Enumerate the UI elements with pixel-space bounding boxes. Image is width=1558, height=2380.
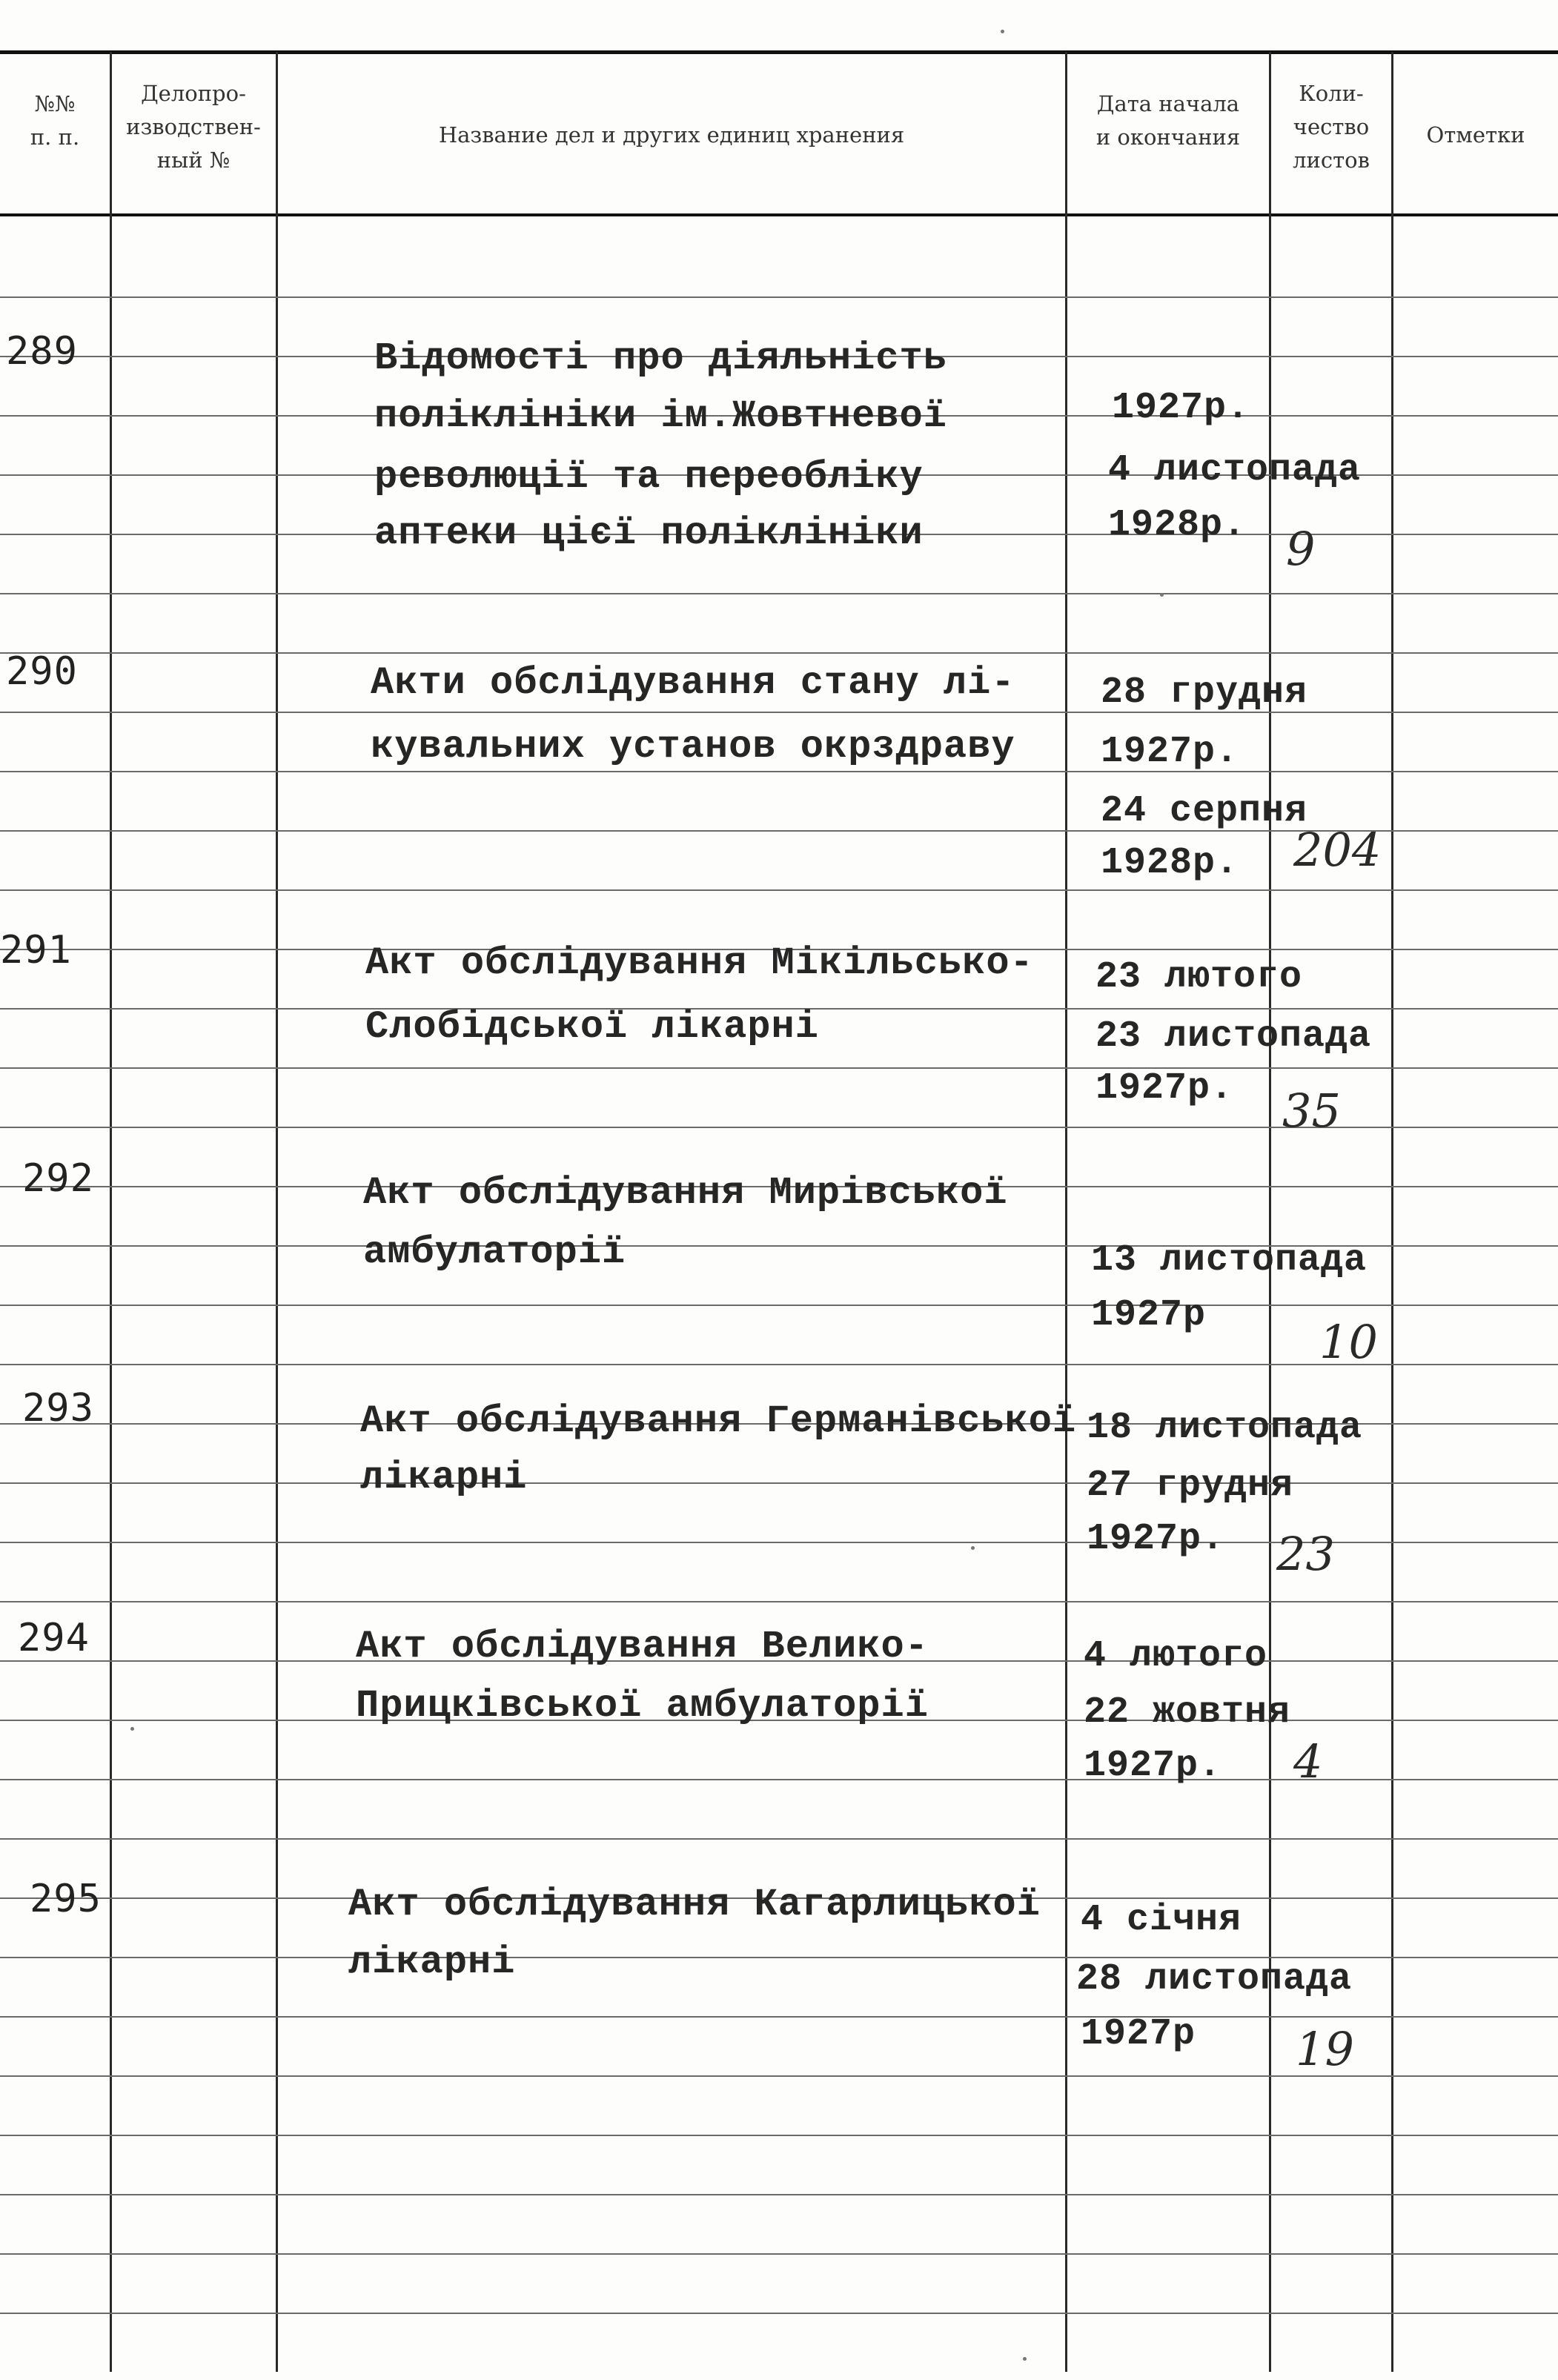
entry-date-line: 1927р. — [1101, 731, 1239, 773]
entry-date-line: 23 листопада — [1095, 1015, 1372, 1058]
header-number: №№ п. п. — [30, 91, 80, 150]
entry-title-line: революції та переобліку — [374, 455, 924, 499]
entry-date-line: 1927р. — [1084, 1745, 1222, 1787]
handwritten-sheet-count: 9 — [1286, 522, 1316, 576]
ruled-line — [0, 2253, 1558, 2255]
ruled-line — [0, 296, 1558, 298]
entry-date-line: 28 листопада — [1076, 1958, 1353, 2001]
ruled-line — [0, 889, 1558, 891]
entry-title-line: лікарні — [348, 1940, 516, 1984]
entry-date-line: 4 лютого — [1084, 1635, 1268, 1677]
entry-date-line: 1927р. — [1112, 387, 1250, 429]
entry-number: 295 — [30, 1877, 102, 1921]
entry-title-line: Акт обслідування Велико- — [356, 1625, 929, 1668]
header-notes: Отметки — [1426, 122, 1525, 147]
ruled-line — [0, 1305, 1558, 1306]
scan-speck — [1001, 30, 1004, 33]
entry-date-line: 1928р. — [1101, 842, 1239, 884]
handwritten-sheet-count: 10 — [1319, 1315, 1378, 1369]
header-sheet-count: Коли- чество листов — [1293, 81, 1370, 173]
ruled-line — [0, 2135, 1558, 2136]
entry-date-line: 24 серпня — [1101, 790, 1308, 832]
entry-date-line: 1927р — [1081, 2013, 1196, 2055]
column-divider — [1269, 52, 1271, 2372]
ruled-line — [0, 1779, 1558, 1780]
ruled-line — [0, 712, 1558, 713]
ruled-line — [0, 1067, 1558, 1069]
ruled-line — [0, 1482, 1558, 1484]
entry-title-line: поліклініки ім.Жовтневої — [374, 394, 947, 438]
column-divider — [1065, 52, 1067, 2372]
handwritten-sheet-count: 4 — [1293, 1734, 1323, 1789]
ruled-line — [0, 2313, 1558, 2314]
entry-title-line: Акт обслідування Мікільсько- — [365, 941, 1034, 985]
header-title: Название дел и других единиц хранения — [438, 122, 905, 147]
entry-date-line: 4 листопада — [1108, 449, 1362, 491]
header-production-number: Делопро- изводствен- ный № — [126, 81, 261, 173]
column-divider — [276, 52, 278, 2372]
entry-date-line: 23 лютого — [1095, 956, 1303, 998]
entry-date-line: 13 листопада — [1091, 1239, 1368, 1282]
ruled-line — [0, 593, 1558, 594]
ruled-line — [0, 1601, 1558, 1602]
ruled-line — [0, 2194, 1558, 2195]
entry-date-line: 1927р. — [1087, 1518, 1225, 1560]
ruled-line — [0, 2016, 1558, 2018]
entry-title-line: Відомості про діяльність — [374, 337, 947, 380]
handwritten-sheet-count: 204 — [1293, 823, 1382, 877]
header-top-rule — [0, 50, 1558, 54]
entry-number: 294 — [18, 1616, 90, 1660]
entry-date-line: 1927р — [1091, 1294, 1207, 1336]
entry-number: 291 — [0, 928, 72, 972]
entry-title-line: Акт обслідування Германівської — [360, 1399, 1077, 1443]
ruled-line — [0, 1838, 1558, 1840]
entry-date-line: 1927р. — [1095, 1067, 1234, 1110]
scan-speck — [971, 1546, 975, 1550]
column-divider — [1391, 52, 1393, 2372]
entry-title-line: аптеки цієї поліклініки — [374, 511, 924, 555]
entry-number: 289 — [6, 329, 78, 374]
entry-title-line: Слобідської лікарні — [365, 1005, 819, 1049]
scan-speck — [1023, 2357, 1027, 2361]
entry-title-line: лікарні — [360, 1456, 528, 1499]
ruled-line — [0, 771, 1558, 772]
entry-date-line: 28 грудня — [1101, 672, 1308, 714]
handwritten-sheet-count: 23 — [1276, 1527, 1335, 1581]
column-divider — [110, 52, 112, 2372]
entry-number: 292 — [22, 1156, 94, 1201]
entry-number: 293 — [22, 1386, 94, 1431]
entry-date-line: 1928р. — [1108, 504, 1247, 546]
scan-speck — [130, 1727, 134, 1731]
ruled-line — [0, 652, 1558, 654]
entry-title-line: кувальних установ окрздраву — [371, 725, 1015, 769]
entry-date-line: 27 грудня — [1087, 1465, 1294, 1507]
entry-title-line: Акт обслідування Кагарлицької — [348, 1883, 1041, 1926]
entry-date-line: 22 жовтня — [1084, 1691, 1291, 1734]
entry-date-line: 4 січня — [1081, 1899, 1242, 1941]
handwritten-sheet-count: 35 — [1282, 1084, 1341, 1138]
entry-title-line: амбулаторії — [363, 1230, 626, 1274]
entry-number: 290 — [6, 649, 78, 694]
scan-speck — [1160, 593, 1164, 597]
entry-title-line: Акт обслідування Мирівської — [363, 1171, 1008, 1215]
entry-title-line: Акти обслідування стану лі- — [371, 661, 1015, 705]
entry-title-line: Прицківської амбулаторії — [356, 1684, 929, 1728]
header-bottom-rule — [0, 213, 1558, 216]
entry-date-line: 18 листопада — [1087, 1407, 1363, 1449]
header-dates: Дата начала и окончания — [1095, 91, 1241, 150]
handwritten-sheet-count: 19 — [1296, 2022, 1354, 2076]
